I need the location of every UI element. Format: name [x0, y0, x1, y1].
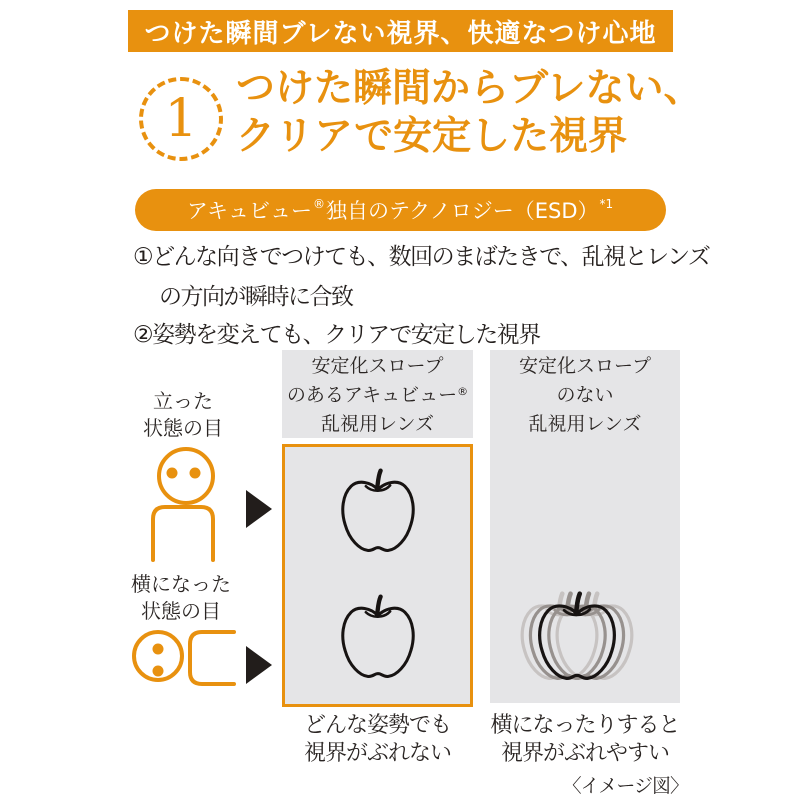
headline-line1: つけた瞬間からブレない、: [236, 65, 703, 111]
feature-points: [133, 243, 709, 349]
right-header-line3: 乱視用レンズ: [528, 413, 642, 435]
image-note: 〈イメージ図〉: [562, 775, 688, 797]
lying-label-line2: 状態の目: [141, 599, 221, 623]
left-header-line1: 安定化スロープ: [311, 355, 444, 377]
apple-blurred-icon: [518, 590, 636, 681]
left-comparison-panel: [282, 444, 473, 707]
registered-trademark-icon: ®: [457, 385, 469, 398]
lying-label-line1: 横になった: [131, 572, 231, 596]
top-banner-text: つけた瞬間ブレない視界、快適なつけ心地: [144, 18, 657, 49]
right-caption-line1: 横になったりすると: [490, 713, 680, 738]
top-banner: [128, 10, 673, 52]
registered-trademark-icon: ®: [313, 197, 325, 211]
pill-brand: アキュビュー: [186, 199, 312, 223]
standing-label-line2: 状態の目: [143, 416, 223, 440]
feature-headline: [236, 64, 702, 160]
left-result-caption: [282, 712, 473, 768]
right-result-caption: [484, 712, 686, 768]
feature-number: 1: [164, 89, 198, 149]
arrow-right-icon: [246, 490, 272, 528]
point-1-line-2: の方向が瞬時に合致: [159, 284, 353, 310]
feature-number-badge: [139, 77, 223, 161]
right-column-header: [490, 350, 680, 439]
left-caption-line2: 視界がぶれない: [303, 741, 451, 766]
standing-label-line1: 立った: [153, 389, 213, 413]
right-caption-line2: 視界がぶれやすい: [500, 741, 669, 766]
left-caption-line1: どんな姿勢でも: [303, 713, 451, 738]
pill-text: 独自のテクノロジー（ESD）: [326, 199, 599, 223]
person-lying-icon: [132, 626, 236, 688]
person-standing-icon: [150, 446, 216, 562]
apple-outline-icon: [339, 467, 417, 554]
left-column-header: [282, 350, 473, 438]
right-comparison-panel: [490, 350, 680, 703]
right-header-line2: のない: [556, 384, 614, 406]
right-header-line1: 安定化スロープ: [518, 355, 652, 377]
technology-pill: [135, 189, 666, 231]
left-header-line2: のあるアキュビュー®: [286, 384, 469, 406]
arrow-right-icon: [246, 646, 272, 684]
footnote-marker: *1: [599, 197, 614, 211]
point-2: ②姿勢を変えても、クリアで安定した視界: [133, 322, 540, 348]
standing-state-label: [128, 388, 238, 442]
apple-outline-icon: [339, 593, 417, 680]
left-header-line3: 乱視用レンズ: [321, 413, 434, 435]
point-1-line-1: ①どんな向きでつけても、数回のまばたきで、乱視とレンズ: [133, 244, 710, 270]
lying-state-label: [125, 571, 237, 625]
headline-line2: クリアで安定した視界: [236, 113, 628, 159]
